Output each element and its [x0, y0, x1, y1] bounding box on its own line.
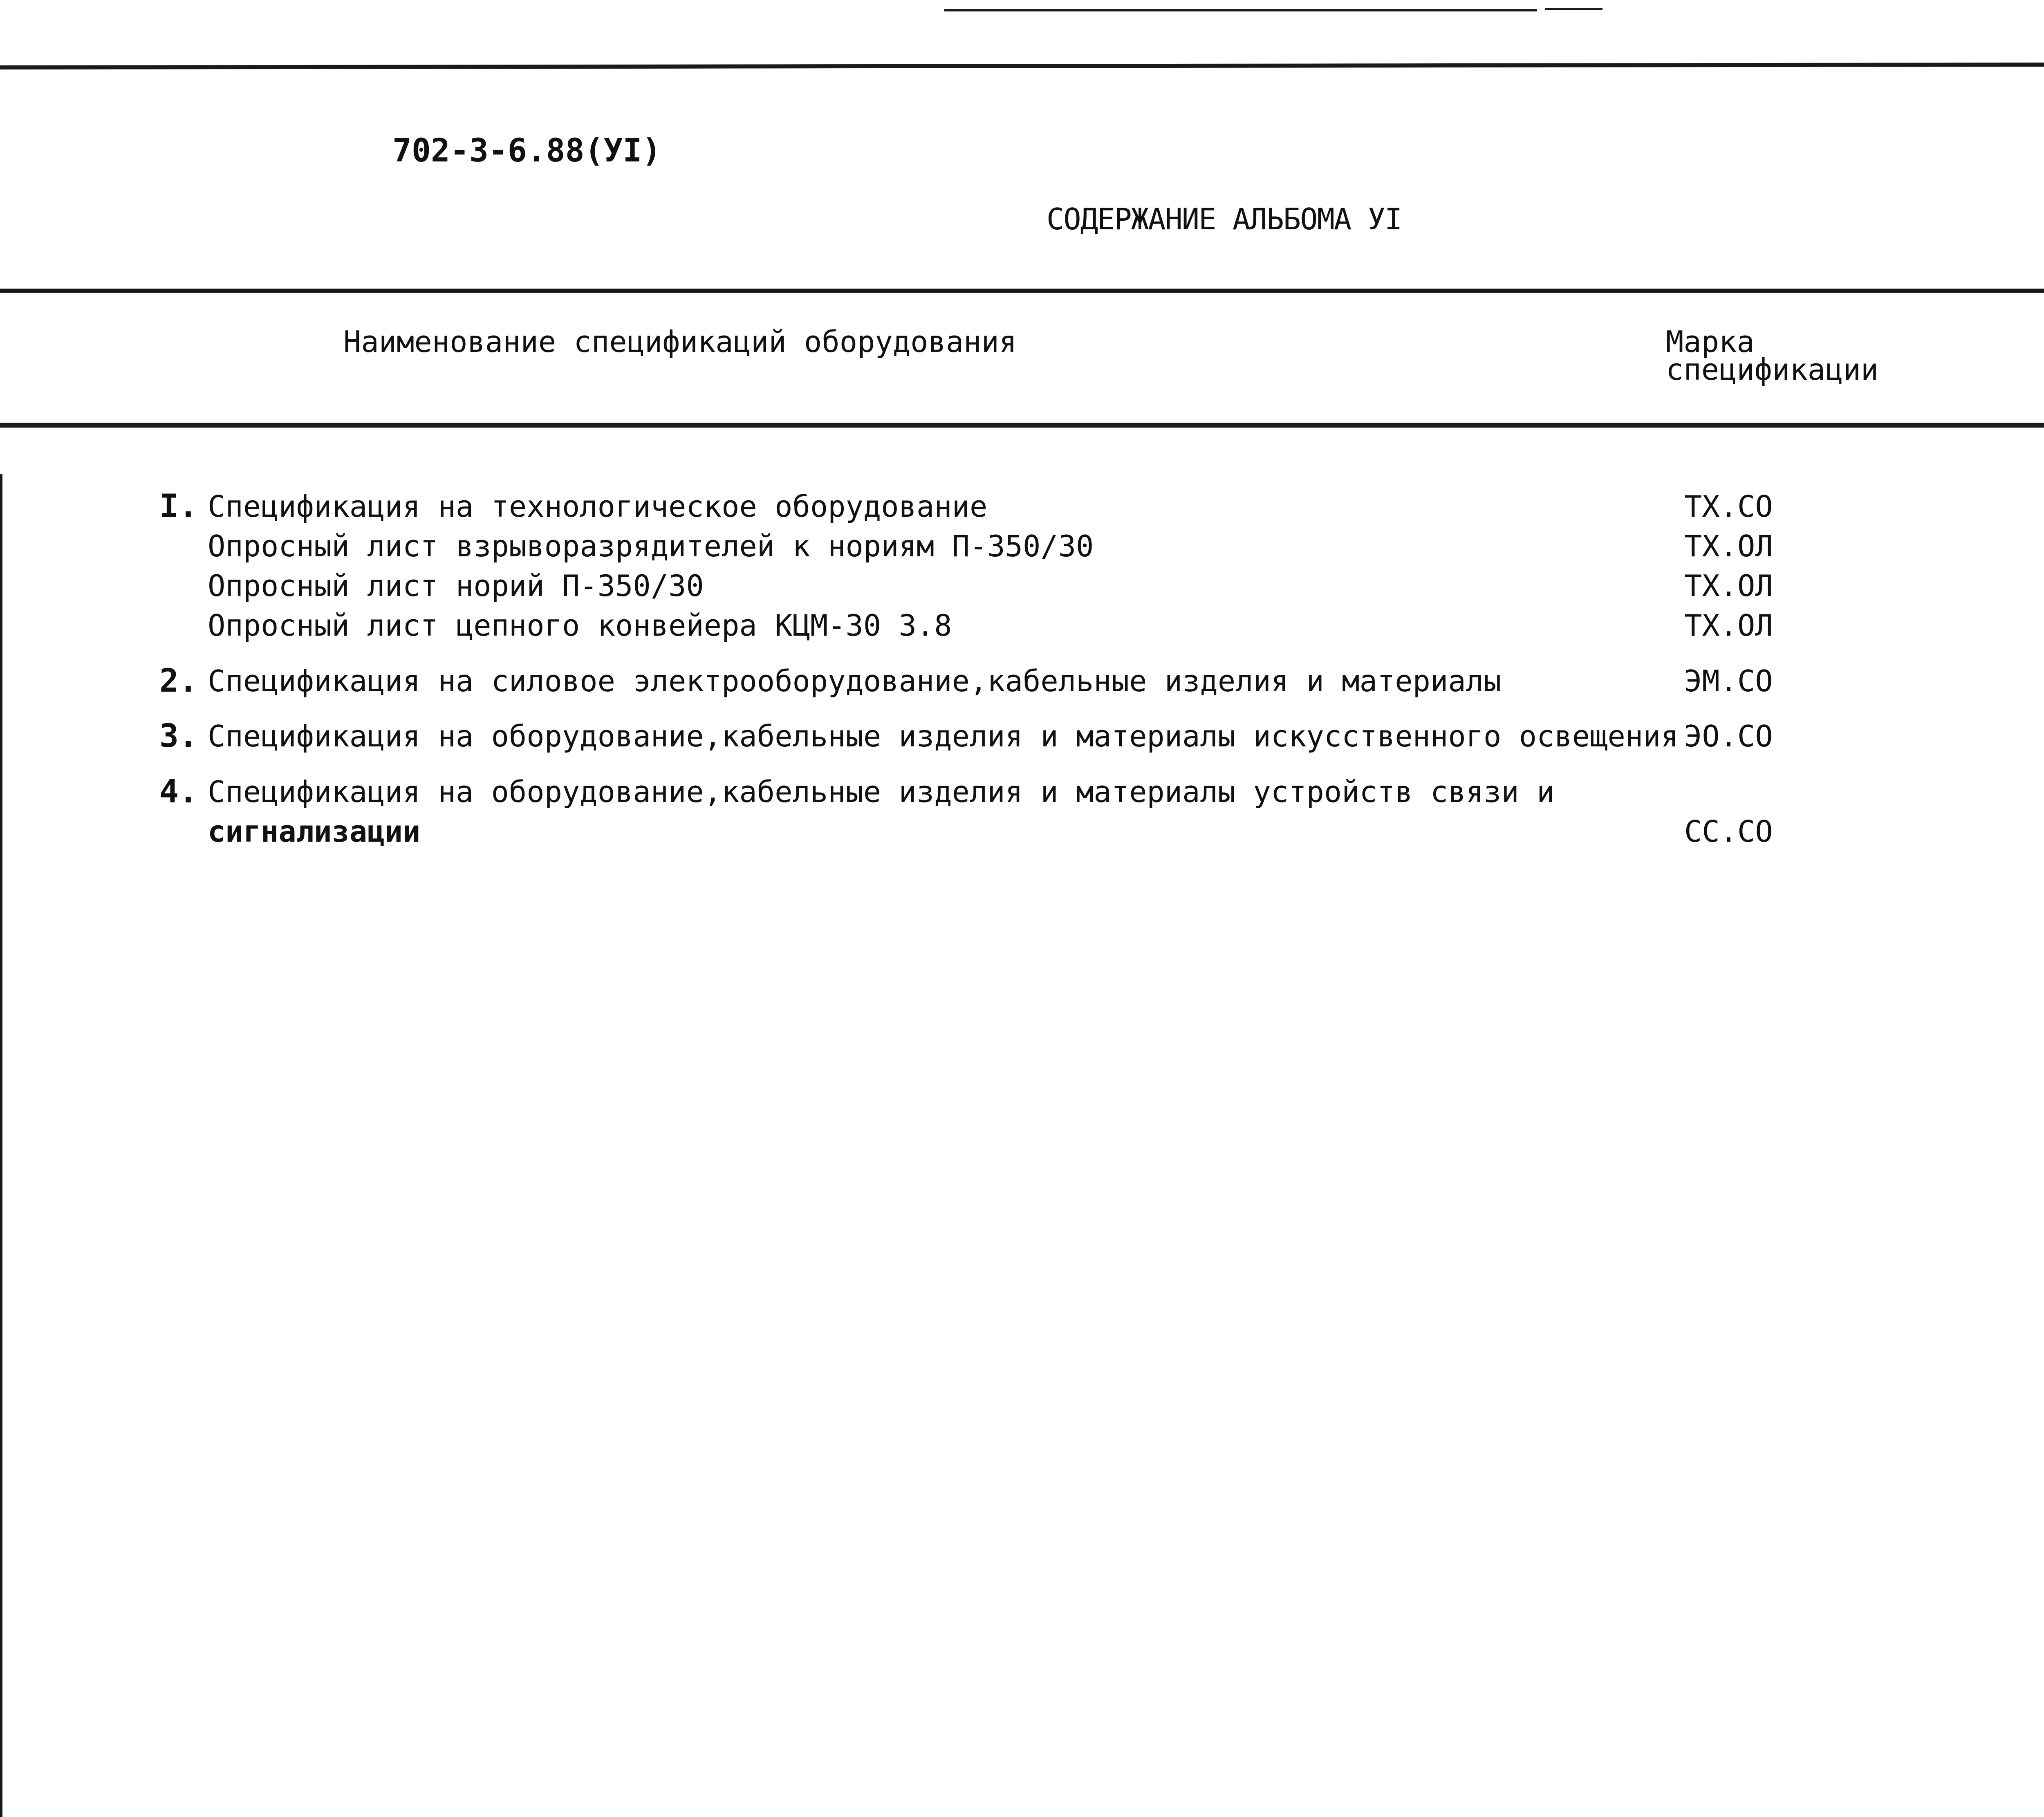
row-number: 2. [159, 663, 198, 699]
row-mark: ТХ.ОЛ [1684, 608, 1773, 643]
row-name: Спецификация на технологическое оборудование [208, 489, 988, 524]
row-name: сигнализации [208, 814, 421, 849]
row-mark: ТХ.ОЛ [1684, 529, 1773, 563]
row-mark: СС.СО [1684, 814, 1773, 849]
row-name: Спецификация на силовое электрооборудование,кабельные изделия и материалы [208, 664, 1502, 698]
header-name: Наименование спецификаций оборудования [343, 325, 1017, 359]
row-name: Спецификация на оборудование,кабельные изделия и материалы искусственного освещения [208, 719, 1679, 753]
row-name: Опросный лист цепного конвейера КЦМ-30 3.8 [208, 608, 952, 643]
sheet-top-border [0, 62, 2044, 69]
table-header-bottom-line [0, 423, 2044, 428]
header-mark-line2: спецификации [1666, 352, 1879, 387]
table-header-top-line [0, 289, 2044, 293]
row-number: 3. [159, 718, 198, 755]
row-name: Опросный лист взрыворазрядителей к нориям П-350/30 [208, 529, 1094, 563]
sheet-left-border [0, 474, 2, 1817]
row-mark: ЭМ.СО [1684, 664, 1773, 698]
top-fragment-line-2 [1545, 8, 1602, 10]
row-mark: ТХ.СО [1684, 489, 1773, 524]
row-name: Опросный лист норий П-350/30 [208, 569, 704, 603]
row-mark: ЭО.СО [1684, 719, 1773, 753]
row-number: I. [159, 488, 198, 525]
album-title: СОДЕРЖАНИЕ АЛЬБОМА УI [1047, 202, 1402, 236]
row-name: Спецификация на оборудование,кабельные изделия и материалы устройств связи и [208, 775, 1555, 809]
document-code: 702-3-6.88(УI) [392, 132, 661, 169]
top-fragment-line [944, 9, 1537, 11]
row-mark: ТХ.ОЛ [1684, 569, 1773, 603]
row-number: 4. [159, 773, 198, 810]
header-mark-line1: Марка [1666, 325, 1755, 359]
